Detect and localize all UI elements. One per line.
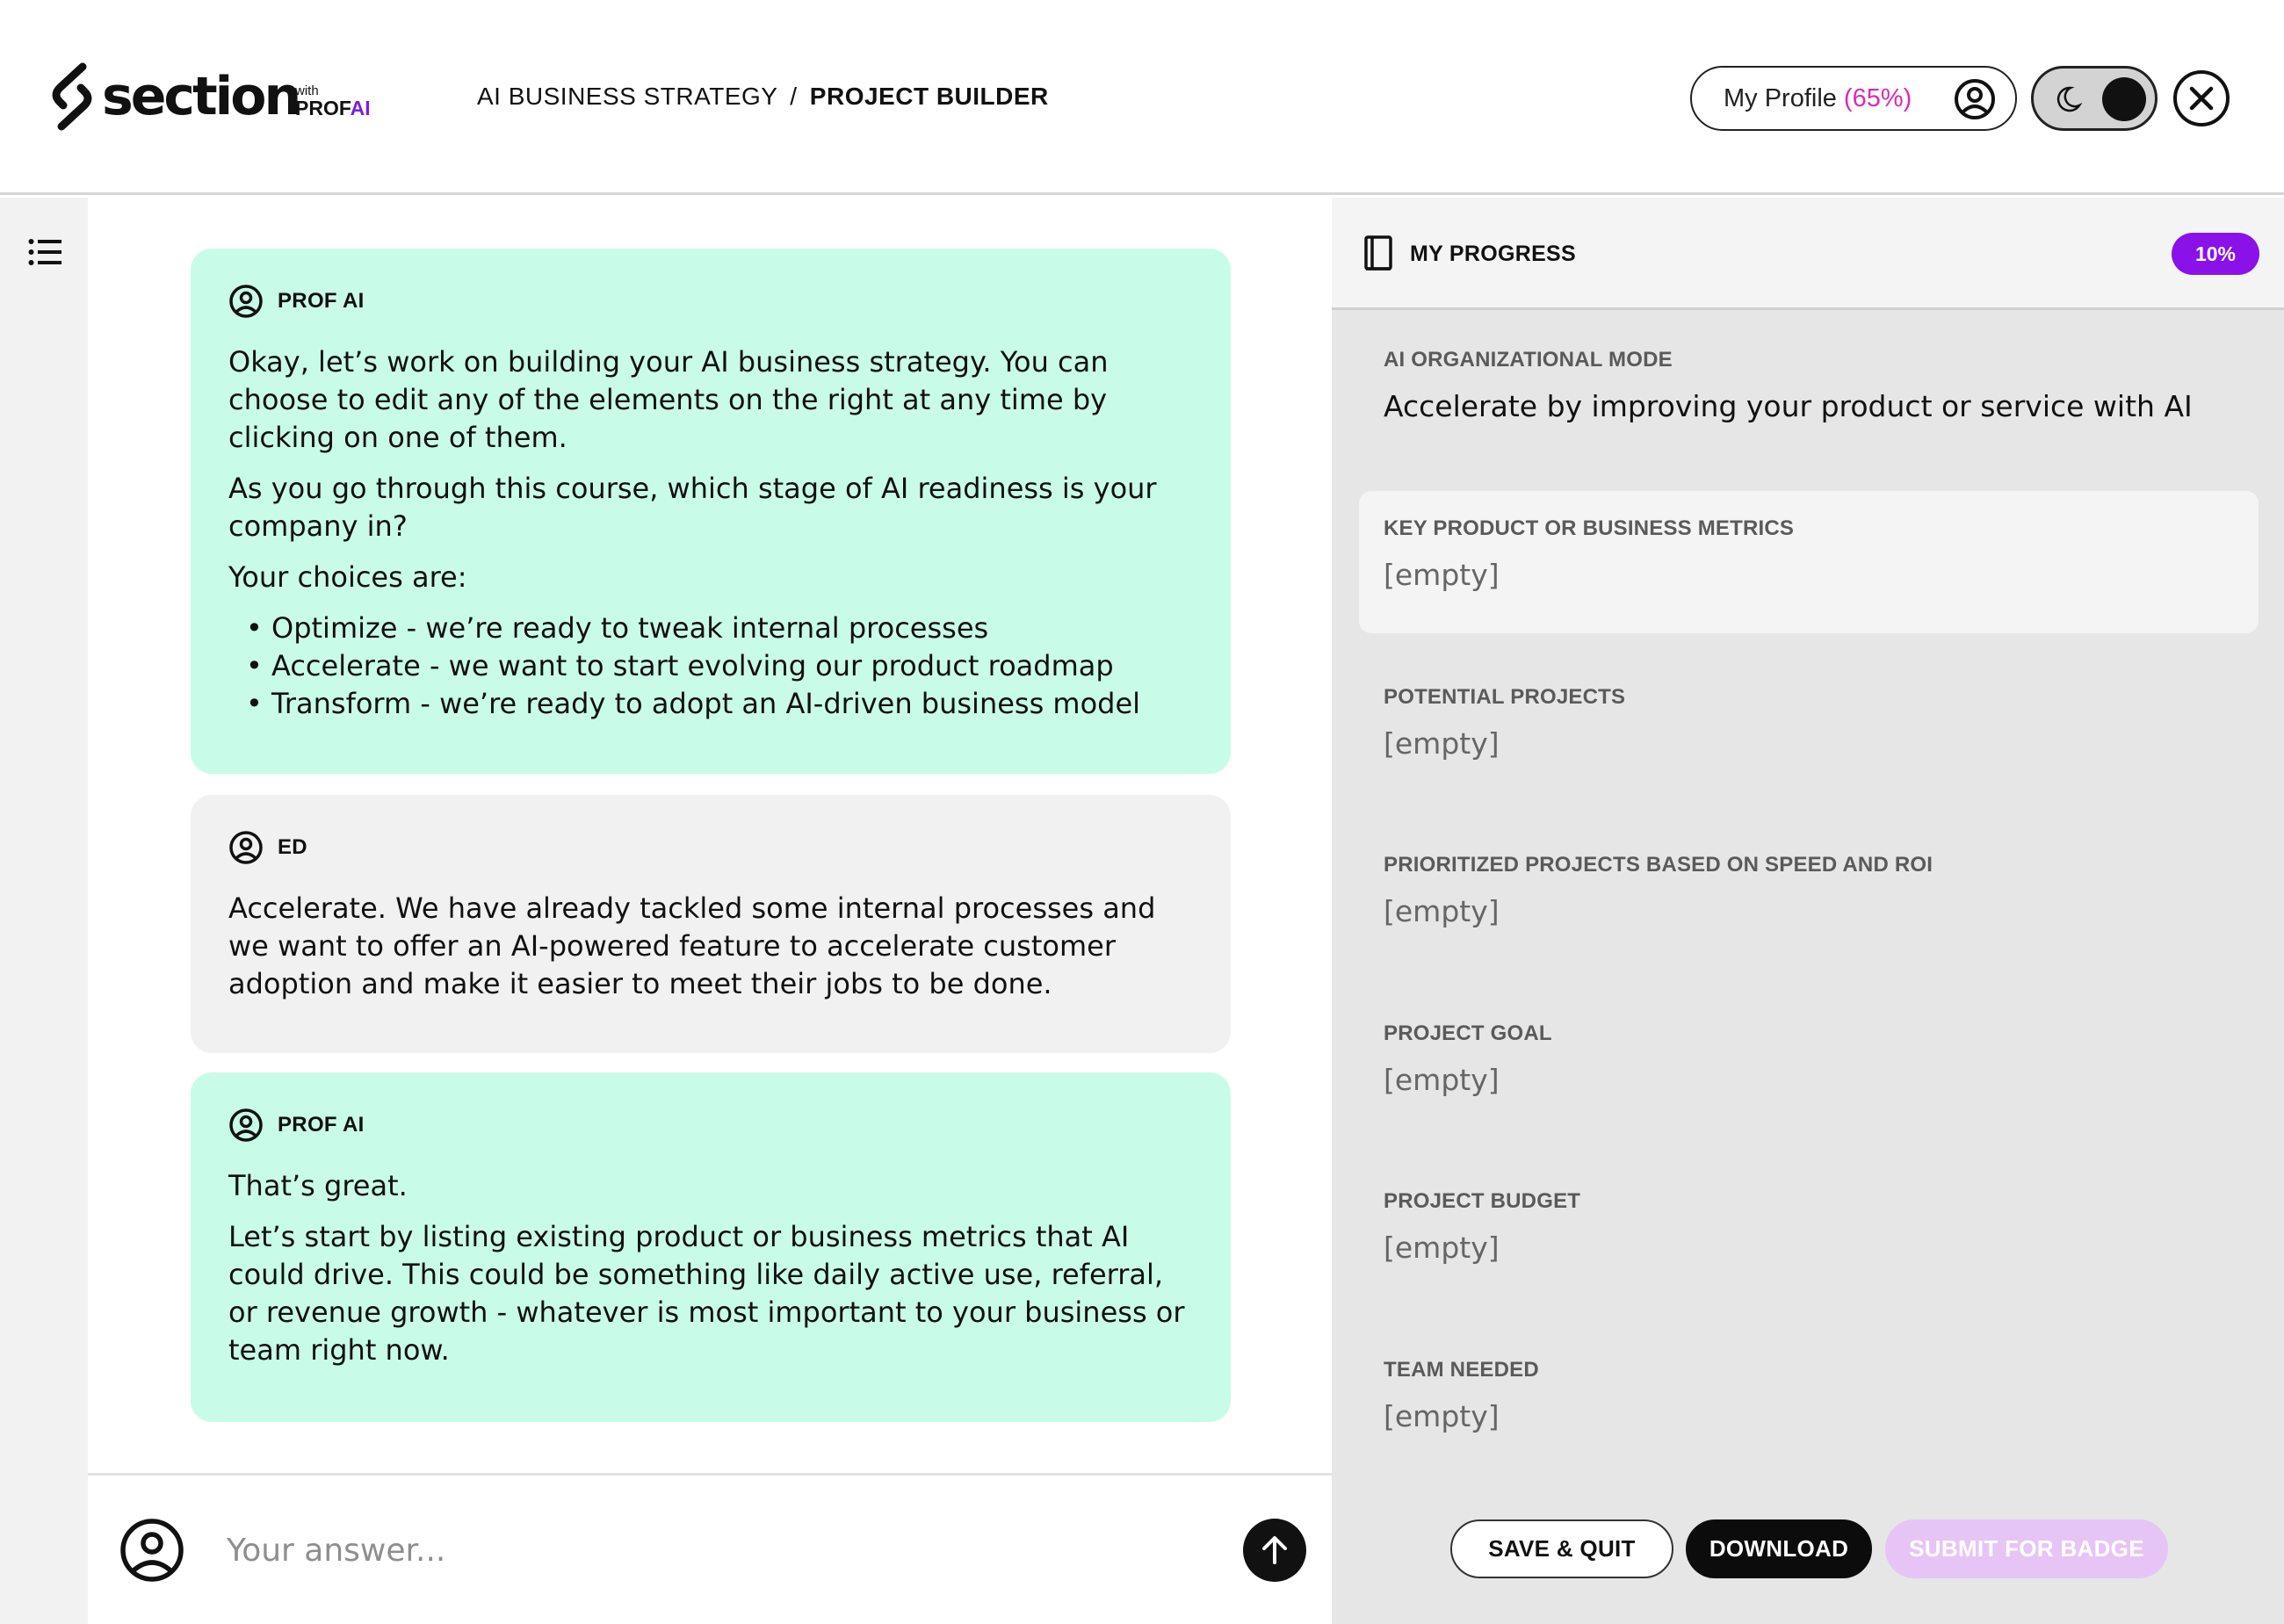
message-body bbox=[228, 343, 1194, 723]
answer-input[interactable] bbox=[227, 1521, 1193, 1579]
choice-item: • Optimize - we’re ready to tweak internal processes bbox=[228, 610, 1194, 647]
message-body bbox=[228, 1167, 1194, 1369]
progress-field-value: [empty] bbox=[1384, 726, 1500, 761]
choice-item: • Accelerate - we want to start evolving our product roadmap bbox=[228, 647, 1194, 685]
logo-prof-text: PROF bbox=[295, 97, 351, 119]
message-author bbox=[228, 830, 1194, 865]
progress-field[interactable] bbox=[1359, 491, 2259, 633]
my-profile-percent: (65%) bbox=[1843, 83, 1912, 112]
progress-field-label: POTENTIAL PROJECTS bbox=[1384, 685, 1626, 709]
progress-field-value: [empty] bbox=[1384, 1063, 1500, 1097]
user-circle-icon bbox=[1954, 78, 1996, 120]
left-rail bbox=[0, 198, 88, 1624]
progress-field[interactable] bbox=[1359, 996, 2259, 1138]
message-paragraph: Your choices are: bbox=[228, 560, 467, 594]
choice-item: • Transform - we’re ready to adopt an AI-driven business model bbox=[228, 685, 1194, 723]
progress-field-label: PROJECT GOAL bbox=[1384, 1021, 1552, 1045]
message-paragraph: Okay, let’s work on building your AI business strategy. You can choose to edit any of the elements on the right at any time by clicking on one of them. bbox=[228, 345, 1109, 454]
message-paragraph: That’s great. bbox=[228, 1169, 408, 1202]
progress-field-label: TEAM NEEDED bbox=[1384, 1358, 1539, 1382]
logo-profai-tag bbox=[295, 84, 436, 119]
progress-field-value: [empty] bbox=[1384, 894, 1500, 928]
chat-thread bbox=[88, 198, 1332, 1473]
progress-panel bbox=[1332, 198, 2284, 1473]
dark-mode-toggle[interactable] bbox=[2031, 66, 2158, 131]
message-paragraph: As you go through this course, which stage of AI readiness is your company in? bbox=[228, 472, 1157, 543]
logo-with-text: with bbox=[295, 83, 319, 98]
my-profile-label: My Profile bbox=[1724, 83, 1837, 112]
action-bar bbox=[1332, 1473, 2284, 1624]
progress-field-label: AI ORGANIZATIONAL MODE bbox=[1384, 348, 1673, 372]
chat-message-prof-ai bbox=[191, 249, 1231, 774]
progress-field-value: Accelerate by improving your product or service with AI bbox=[1384, 389, 2193, 423]
save-quit-button[interactable]: SAVE & QUIT bbox=[1450, 1519, 1673, 1578]
progress-field-label: PRIORITIZED PROJECTS BASED ON SPEED AND ROI bbox=[1384, 853, 1933, 877]
choices-list bbox=[228, 610, 1194, 723]
close-button[interactable] bbox=[2173, 70, 2230, 126]
list-icon[interactable] bbox=[28, 238, 61, 266]
chat-message-prof-ai bbox=[191, 1072, 1231, 1422]
send-button[interactable] bbox=[1243, 1519, 1306, 1582]
moon-icon bbox=[2053, 84, 2083, 114]
progress-field-label: KEY PRODUCT OR BUSINESS METRICS bbox=[1384, 516, 1795, 540]
breadcrumb-parent[interactable]: AI BUSINESS STRATEGY bbox=[477, 83, 777, 110]
logo-ai-text: AI bbox=[350, 97, 371, 119]
breadcrumb-current: PROJECT BUILDER bbox=[809, 83, 1049, 110]
author-name: PROF AI bbox=[278, 289, 365, 313]
breadcrumb-separator: / bbox=[790, 83, 798, 110]
message-paragraph: Let’s start by listing existing product or business metrics that AI could drive. This could be something like daily active use, referral, or revenue growth - whatever is most important to your business or team right now. bbox=[228, 1220, 1185, 1367]
progress-field[interactable] bbox=[1359, 660, 2259, 802]
progress-field-value: [empty] bbox=[1384, 1399, 1500, 1433]
progress-field[interactable] bbox=[1359, 1164, 2259, 1306]
book-icon bbox=[1363, 235, 1393, 272]
user-circle-icon bbox=[228, 284, 264, 319]
app-header bbox=[0, 0, 2284, 195]
close-icon bbox=[2189, 86, 2214, 111]
user-circle-icon bbox=[119, 1518, 184, 1583]
arrow-up-icon bbox=[1259, 1534, 1290, 1566]
section-logo-mark-icon bbox=[47, 61, 97, 132]
progress-field[interactable] bbox=[1359, 322, 2259, 465]
author-name: ED bbox=[278, 835, 307, 859]
logo-profai-text bbox=[295, 97, 436, 119]
chat-message-user bbox=[191, 795, 1231, 1053]
progress-header bbox=[1332, 198, 2284, 310]
author-name: PROF AI bbox=[278, 1113, 365, 1137]
answer-composer bbox=[88, 1473, 1332, 1624]
my-profile-button[interactable] bbox=[1690, 66, 2017, 131]
progress-field-label: PROJECT BUDGET bbox=[1384, 1189, 1581, 1213]
message-author bbox=[228, 284, 1194, 319]
progress-title: MY PROGRESS bbox=[1410, 242, 1576, 266]
progress-field-value: [empty] bbox=[1384, 558, 1500, 592]
user-circle-icon bbox=[228, 1108, 264, 1143]
download-button[interactable]: DOWNLOAD bbox=[1686, 1519, 1872, 1578]
section-logo[interactable] bbox=[47, 61, 371, 132]
user-circle-icon bbox=[228, 830, 264, 865]
message-author bbox=[228, 1108, 1194, 1143]
progress-field[interactable] bbox=[1359, 1332, 2259, 1475]
progress-field[interactable] bbox=[1359, 827, 2259, 970]
breadcrumb bbox=[477, 83, 1049, 111]
message-body bbox=[228, 890, 1194, 1003]
progress-percent-badge: 10% bbox=[2172, 233, 2259, 275]
progress-field-value: [empty] bbox=[1384, 1231, 1500, 1265]
logo-wordmark: section bbox=[102, 66, 300, 127]
submit-for-badge-button[interactable]: SUBMIT FOR BADGE bbox=[1885, 1519, 2168, 1578]
toggle-knob bbox=[2102, 77, 2146, 121]
message-paragraph: Accelerate. We have already tackled some internal processes and we want to offer an AI-powered feature to accelerate customer adoption and make it easier to meet their jobs to be done. bbox=[228, 891, 1156, 1000]
